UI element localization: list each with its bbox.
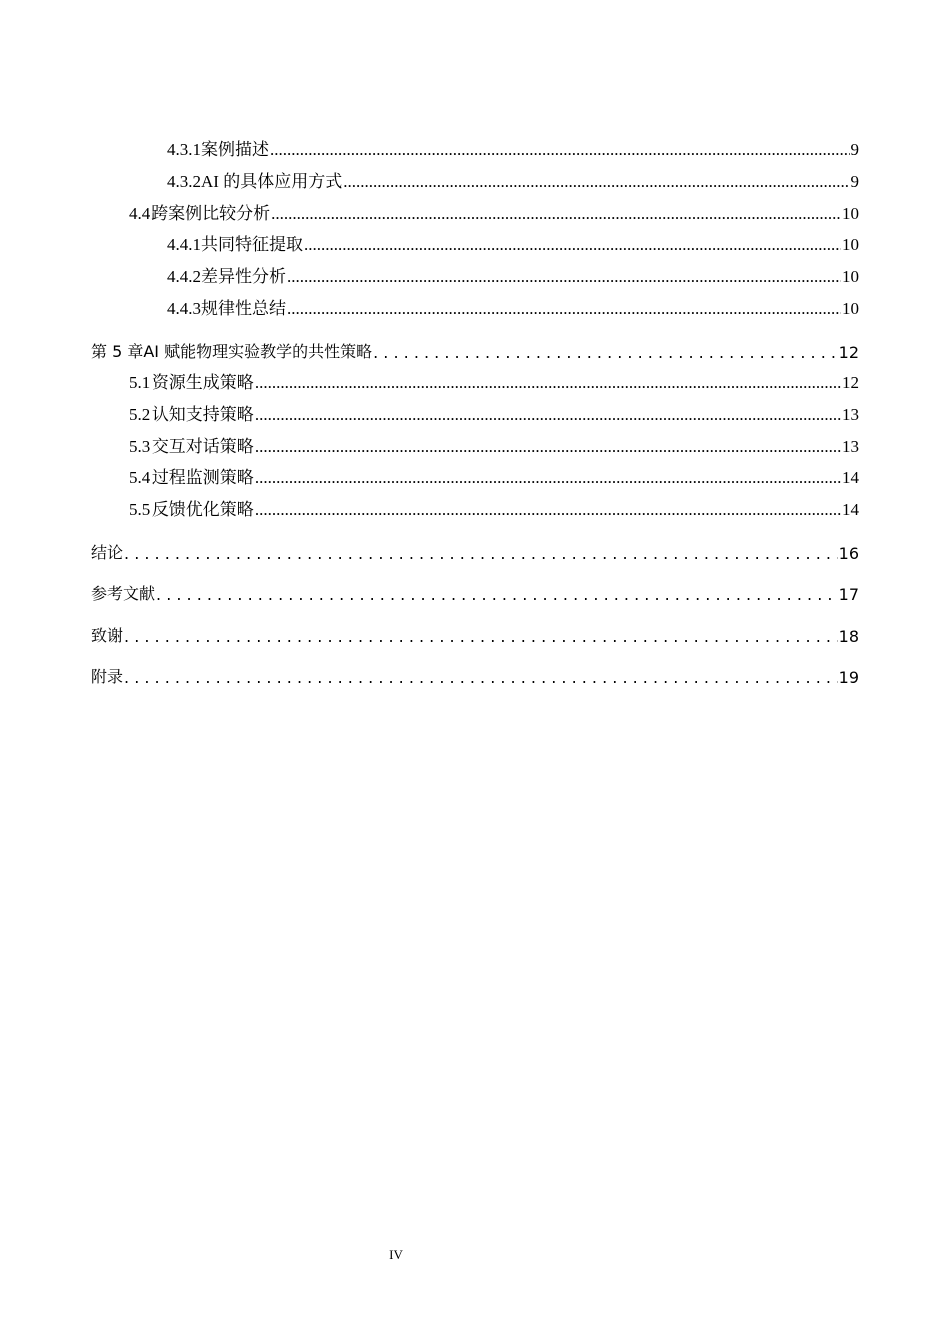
toc-entry-4-3-2[interactable]	[167, 170, 859, 192]
toc-entry-5-1[interactable]	[129, 371, 859, 393]
toc-entry-4-4-1[interactable]	[167, 233, 859, 255]
toc-entry-title: 共同特征提取	[201, 235, 303, 254]
toc-entry-title: 跨案例比较分析	[151, 204, 271, 223]
toc-entry-number: 5.5	[129, 500, 151, 519]
toc-entry-page: 10	[842, 267, 859, 286]
toc-leader-dots	[255, 468, 841, 488]
toc-leader-dots	[270, 140, 850, 160]
toc-entry-page: 19	[838, 668, 859, 687]
toc-leader-dots	[373, 343, 838, 362]
toc-leader-dots	[255, 500, 841, 520]
toc-entry-number: 5.1	[129, 373, 151, 392]
toc-entry-page: 16	[838, 544, 859, 563]
toc-entry-number: 4.4.2	[167, 267, 201, 286]
toc-entry-number: 5.3	[129, 437, 151, 456]
toc-entry-4-4-3[interactable]	[167, 297, 859, 319]
toc-entry-number: 第 5 章	[91, 342, 144, 361]
toc-leader-dots	[255, 437, 841, 457]
toc-entry-4-4-2[interactable]	[167, 265, 859, 287]
toc-leader-dots	[304, 235, 841, 255]
toc-entry-title: 认知支持策略	[151, 405, 254, 424]
toc-entry-number: 4.3.1	[167, 140, 201, 159]
toc-entry-references[interactable]	[91, 582, 859, 604]
toc-entry-chapter-5[interactable]	[91, 340, 859, 362]
toc-entry-title: 附录	[91, 667, 124, 686]
toc-entry-page: 13	[842, 437, 859, 456]
toc-leader-dots	[124, 668, 838, 687]
toc-leader-dots	[287, 299, 841, 319]
toc-leader-dots	[124, 544, 838, 563]
toc-entry-page: 12	[838, 343, 859, 362]
toc-entry-number: 4.4.3	[167, 299, 201, 318]
toc-entry-5-2[interactable]	[129, 403, 859, 425]
toc-leader-dots	[124, 627, 838, 646]
toc-entry-conclusion[interactable]	[91, 541, 859, 563]
toc-entry-title: 资源生成策略	[151, 373, 254, 392]
toc-entry-number: 4.3.2	[167, 172, 201, 191]
toc-entry-title: 过程监测策略	[151, 468, 254, 487]
toc-entry-title: 案例描述	[201, 140, 269, 159]
toc-entry-title: 反馈优化策略	[151, 500, 254, 519]
toc-entry-title: 致谢	[91, 626, 124, 645]
toc-entry-5-5[interactable]	[129, 498, 859, 520]
toc-entry-page: 10	[842, 299, 859, 318]
toc-entry-page: 17	[838, 585, 859, 604]
toc-entry-title: AI 的具体应用方式	[201, 172, 343, 191]
toc-entry-page: 9	[850, 172, 859, 191]
page-number-footer: IV	[389, 1247, 403, 1262]
toc-entry-title: 规律性总结	[201, 299, 286, 318]
toc-entry-number: 4.4	[129, 204, 151, 223]
toc-entry-5-4[interactable]	[129, 466, 859, 488]
toc-entry-page: 9	[850, 140, 859, 159]
toc-entry-number: 4.4.1	[167, 235, 201, 254]
toc-leader-dots	[287, 267, 841, 287]
toc-leader-dots	[255, 405, 841, 425]
toc-entry-page: 14	[842, 500, 859, 519]
toc-entry-appendix[interactable]	[91, 665, 859, 687]
toc-entry-page: 18	[838, 627, 859, 646]
toc-entry-5-3[interactable]	[129, 435, 859, 457]
toc-entry-title: 差异性分析	[201, 267, 286, 286]
toc-leader-dots	[271, 204, 841, 224]
toc-entry-title: 交互对话策略	[151, 437, 254, 456]
toc-entry-page: 13	[842, 405, 859, 424]
toc-entry-page: 10	[842, 235, 859, 254]
toc-entry-number: 5.2	[129, 405, 151, 424]
toc-entry-page: 14	[842, 468, 859, 487]
toc-leader-dots	[255, 373, 841, 393]
toc-entry-page: 10	[842, 204, 859, 223]
toc-entry-title: 参考文献	[91, 584, 156, 603]
toc-entry-4-4[interactable]	[129, 202, 859, 224]
toc-entry-acknowledgements[interactable]	[91, 624, 859, 646]
toc-leader-dots	[156, 585, 838, 604]
toc-entry-title: AI 赋能物理实验教学的共性策略	[143, 342, 373, 361]
toc-entry-4-3-1[interactable]	[167, 138, 859, 160]
toc-leader-dots	[343, 172, 849, 192]
toc-entry-page: 12	[842, 373, 859, 392]
toc-entry-title: 结论	[91, 543, 124, 562]
toc-entry-number: 5.4	[129, 468, 151, 487]
